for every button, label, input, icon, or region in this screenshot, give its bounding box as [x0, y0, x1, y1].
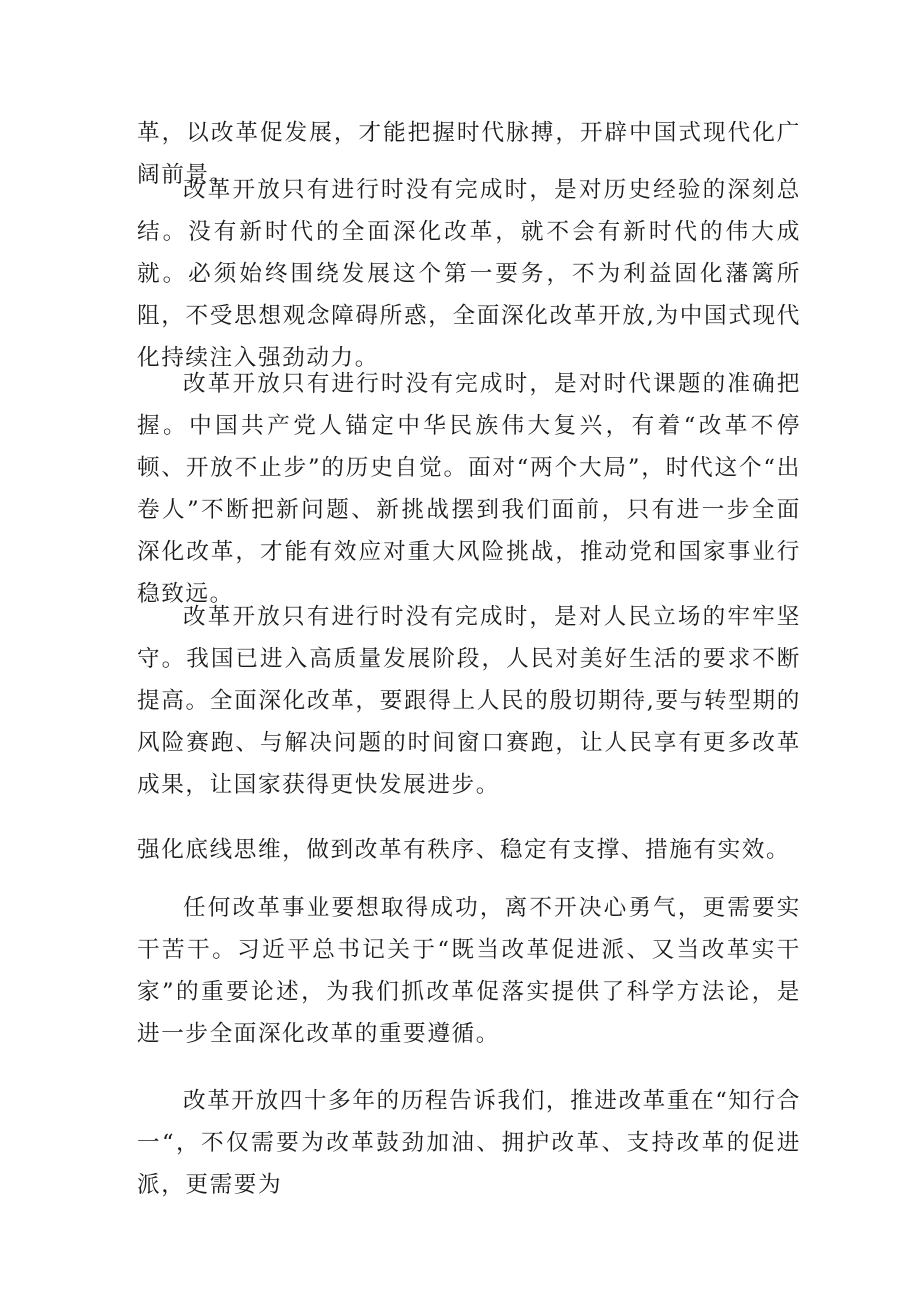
paragraph-2: 改革开放只有进行时没有完成时，是对历史经验的深刻总结。没有新时代的全面深化改革，就不会有新时代的伟大成就。必须始终围绕发展这个第一要务，不为利益固化藩篱所阻，不受思想观念障碍所惑，全面深化改革开放,为中国式现代化持续注入强劲动力。	[137, 177, 801, 371]
paragraph-6: 任何改革事业要想取得成功，离不开决心勇气，更需要实干苦干。习近平总书记关于“既当改革促进派、又当改革实干家”的重要论述，为我们抓改革促落实提供了科学方法论，是进一步全面深化改革的重要遵循。	[137, 895, 801, 1047]
paragraph-7: 改革开放四十多年的历程告诉我们，推进改革重在“知行合一“，不仅需要为改革鼓劲加油、拥护改革、支持改革的促进派，更需要为	[137, 1088, 801, 1198]
paragraph-3: 改革开放只有进行时没有完成时，是对时代课题的准确把握。中国共产党人锚定中华民族伟大复兴，有着“改革不停顿、开放不止步”的历史自觉。面对“两个大局”，时代这个“出卷人”不断把新问题、新挑战摆到我们面前，只有进一步全面深化改革，才能有效应对重大风险挑战，推动党和国家事业行稳致远。	[137, 371, 801, 607]
paragraph-5: 强化底线思维，做到改革有秩序、稳定有支撑、措施有实效。	[137, 837, 791, 863]
paragraph-4: 改革开放只有进行时没有完成时，是对人民立场的牢牢坚守。我国已进入高质量发展阶段，人民对美好生活的要求不断提高。全面深化改革，要跟得上人民的殷切期待,要与转型期的风险赛跑、与解决问题的时间窗口赛跑，让人民享有更多改革成果，让国家获得更快发展进步。	[137, 604, 801, 798]
paragraph-1: 革，以改革促发展，才能把握时代脉搏，开辟中国式现代化广阔前景。	[137, 120, 801, 188]
